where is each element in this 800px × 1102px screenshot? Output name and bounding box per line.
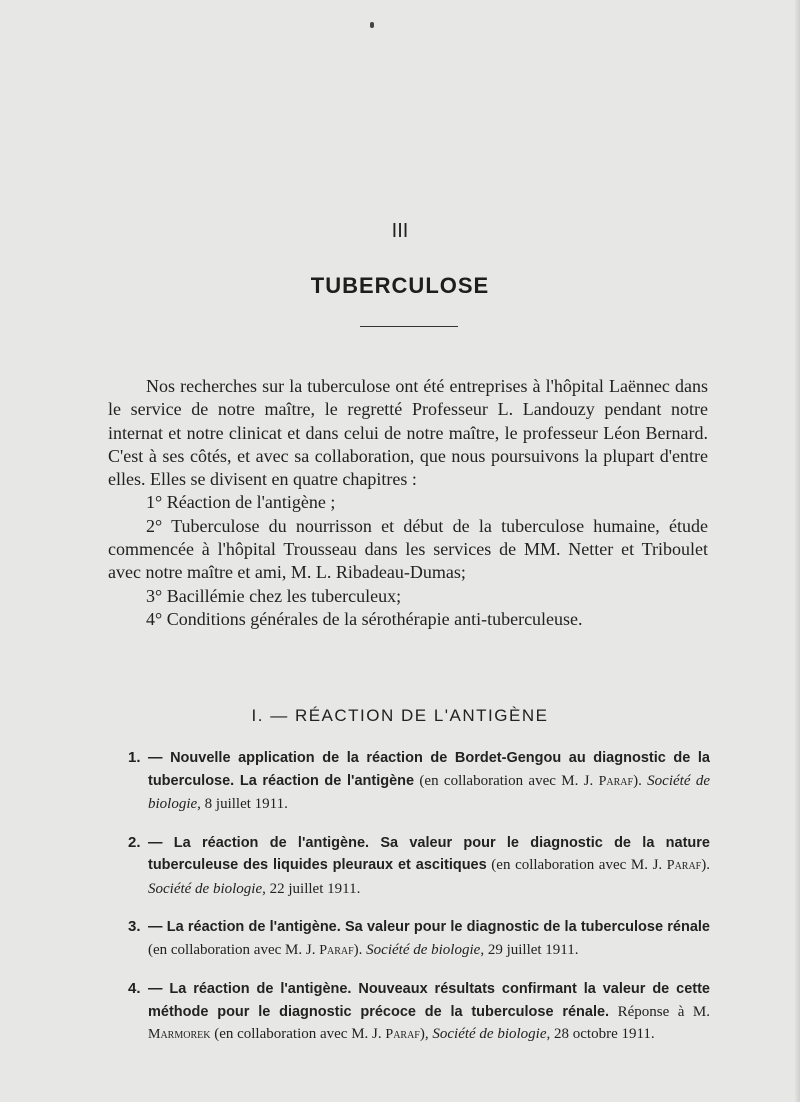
chapter-list-item: 1° Réaction de l'antigène ; — [146, 492, 336, 513]
reference-author: Paraf — [385, 1027, 420, 1042]
reference-item — [128, 832, 710, 901]
reference-item — [128, 916, 710, 962]
reference-close: ), — [419, 1026, 433, 1042]
reference-author: Paraf — [666, 858, 702, 873]
reference-title: — La réaction de l'antigène. Sa valeur pour le diagnostic de la tuberculose rénale — [148, 919, 710, 935]
reference-collab: (en collaboration avec M. J. — [148, 941, 320, 958]
chapter-list-item: 3° Bacillémie chez les tuberculeux; — [146, 585, 402, 606]
reference-pre: Réponse à M. — [609, 1003, 710, 1020]
reference-author: Paraf — [598, 773, 634, 789]
reference-pre-author: Marmorek — [148, 1027, 211, 1042]
reference-date: , 22 juillet 1911. — [262, 880, 361, 897]
chapter-title: TUBERCULOSE — [310, 273, 490, 298]
reference-number: 4. — [128, 980, 141, 997]
print-speck — [370, 22, 374, 28]
reference-text — [148, 832, 710, 901]
intro-paragraph: Nos recherches sur la tuberculose ont été entreprises à l'hôpital Laënnec dans le service de notre maître, le regretté Professeur L. Landouzy pendant notre internat et notre clinicat et dans celui de notre maître, le professeur Léon Bernard. C'est à ses côtés, et avec sa collaboration, que nous poursuivons la plupart d'entre elles. Elles se divisent en quatre chapitres : — [108, 376, 708, 490]
reference-journal: Société de biologie — [366, 941, 481, 958]
reference-collab: (en collaboration avec M. J. — [486, 857, 667, 873]
reference-author: Paraf — [319, 942, 354, 958]
reference-title: — La réaction de l'antigène. Nouveaux résultats confirmant la valeur de cette méthode pour le diagnostic précoce de la tuberculose rénale. — [148, 981, 710, 1020]
reference-text — [148, 978, 710, 1047]
reference-title: — Nouvelle application de la réaction de Bordet-Gengou au diagnostic de la tuberculose. La réaction de l'antigène — [148, 750, 710, 789]
reference-journal: Société de biologie — [148, 880, 263, 897]
reference-number: 1. — [128, 749, 141, 766]
reference-collab: (en collaboration avec M. J. — [210, 1026, 386, 1042]
reference-number: 2. — [128, 833, 141, 851]
reference-date: , 8 juillet 1911. — [197, 796, 288, 812]
reference-number: 3. — [128, 918, 141, 935]
reference-close: ). — [633, 772, 648, 789]
reference-collab: (en collaboration avec M. J. — [414, 772, 599, 789]
intro-block — [108, 375, 708, 631]
reference-item — [128, 978, 710, 1047]
chapter-list-item: 2° Tuberculose du nourrisson et début de la tuberculose humaine, étude commencée à l'hôpital Trousseau dans les services de MM. Netter et Triboulet avec notre maître et ami, M. L. Ribadeau-Dumas; — [108, 515, 708, 583]
chapter-number: III — [391, 220, 409, 242]
reference-journal: Société de biologie — [148, 772, 710, 812]
reference-list — [128, 747, 710, 1063]
title-rule — [360, 326, 458, 327]
chapter-list-item: 4° Conditions générales de la sérothérapie anti-tuberculeuse. — [146, 608, 583, 629]
reference-close: ). — [353, 941, 367, 958]
reference-title: — La réaction de l'antigène. Sa valeur pour le diagnostic de la nature tuberculeuse des liquides pleuraux et ascitiques — [148, 834, 710, 873]
reference-date: , 28 octobre 1911. — [546, 1026, 655, 1042]
reference-date: , 29 juillet 1911. — [480, 941, 579, 958]
reference-text — [148, 916, 710, 962]
reference-close: ). — [701, 857, 710, 873]
reference-text — [148, 747, 710, 816]
reference-journal: Société de biologie — [432, 1026, 547, 1042]
section-heading: I. — RÉACTION DE L'ANTIGÈNE — [251, 706, 549, 725]
reference-item — [128, 747, 710, 816]
page-edge-shadow — [794, 0, 800, 1102]
